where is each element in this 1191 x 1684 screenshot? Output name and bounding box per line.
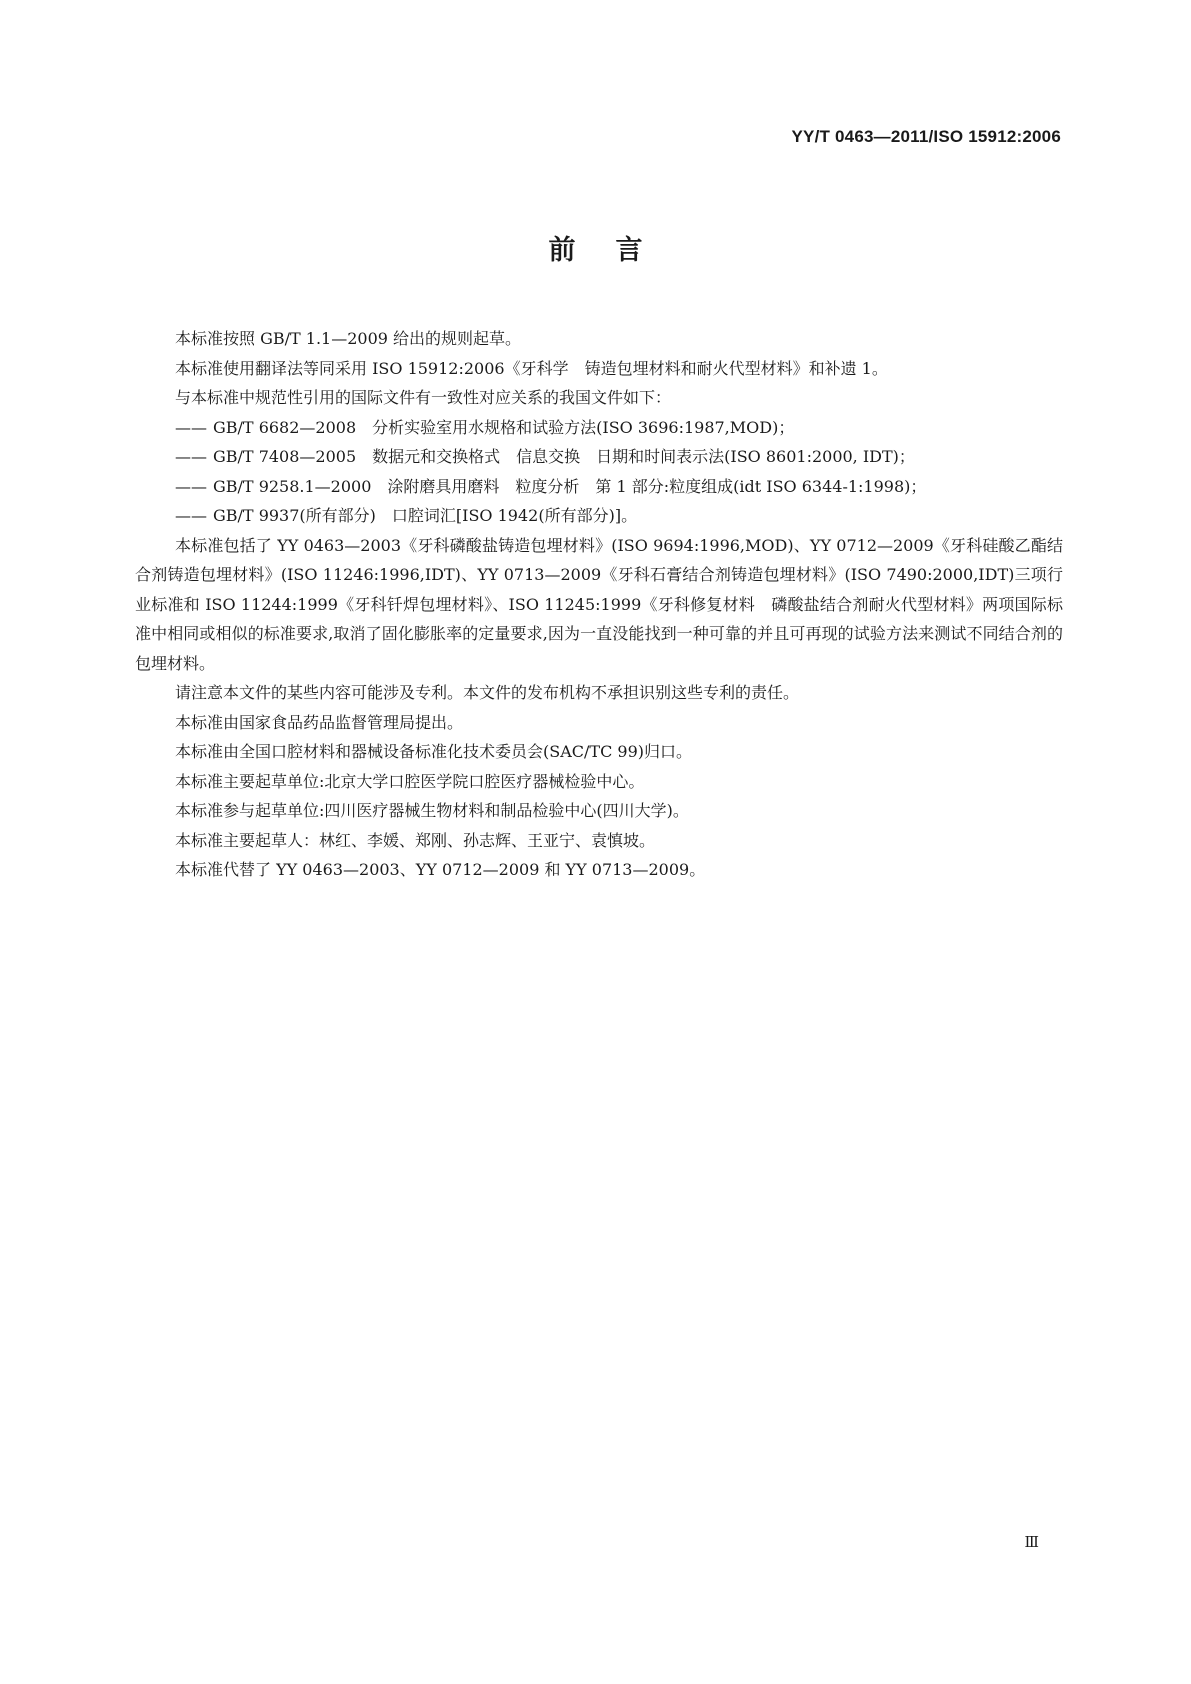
reference-text: GB/T 7408—2005 数据元和交换格式 信息交换 日期和时间表示法(ISO 8601:2000, IDT)； <box>213 447 915 466</box>
paragraph-references-intro: 与本标准中规范性引用的国际文件有一致性对应关系的我国文件如下： <box>175 388 672 407</box>
paragraph-committee: 本标准由全国口腔材料和器械设备标准化技术委员会(SAC/TC 99)归口。 <box>175 742 692 761</box>
paragraph-proposer: 本标准由国家食品药品监督管理局提出。 <box>175 712 464 732</box>
paragraph-drafting-rules: 本标准按照 GB/T 1.1—2009 给出的规则起草。 <box>175 329 522 348</box>
reference-text: GB/T 9937(所有部分) 口腔词汇[ISO 1942(所有部分)]。 <box>213 506 638 525</box>
reference-text: GB/T 9258.1—2000 涂附磨具用磨料 粒度分析 第 1 部分:粒度组成(idt ISO 6344-1:1998)； <box>213 476 927 496</box>
paragraph-scope-merge: 本标准包括了 YY 0463—2003《牙科磷酸盐铸造包埋材料》(ISO 9694:1996,MOD)、YY 0712—2009《牙科硅酸乙酯结合剂铸造包埋材料》(ISO 11246:1996,IDT)、YY 0713—2009《牙科石膏结合剂铸造包埋材料》(ISO 7490:2000,IDT)三项行业标准和 ISO 11244:1999《牙科钎焊包埋材料》、ISO 11245:1999《牙科修复材料 磷酸盐结合剂耐火代型材料》两项国际标准中相同或相似的标准要求,取消了固化膨胀率的定量要求,因为一直没能找到一种可靠的并且可再现的试验方法来测试不同结合剂的包埋材料。 <box>135 535 1063 673</box>
dash-marker: —— <box>175 476 207 496</box>
reference-item <box>135 413 1063 443</box>
paragraph-main-drafter-org: 本标准主要起草单位:北京大学口腔医学院口腔医疗器械检验中心。 <box>175 771 645 791</box>
paragraph-adoption: 本标准使用翻译法等同采用 ISO 15912:2006《牙科学 铸造包埋材料和耐火代型材料》和补遗 1。 <box>175 358 888 378</box>
dash-marker: —— <box>175 447 207 466</box>
dash-marker: —— <box>175 417 207 437</box>
dash-marker: —— <box>175 506 207 525</box>
paragraph-patent-notice: 请注意本文件的某些内容可能涉及专利。本文件的发布机构不承担识别这些专利的责任。 <box>175 683 800 702</box>
paragraph-drafters: 本标准主要起草人：林红、李媛、郑刚、孙志辉、王亚宁、袁慎坡。 <box>175 830 656 850</box>
standard-code-header: YY/T 0463—2011/ISO 15912:2006 <box>791 127 1061 146</box>
reference-item <box>135 501 1063 531</box>
reference-item <box>135 442 1063 472</box>
reference-item <box>135 472 1063 502</box>
foreword-body <box>135 324 1063 885</box>
section-title: 前言 <box>548 235 683 266</box>
paragraph-participating-org: 本标准参与起草单位:四川医疗器械生物材料和制品检验中心(四川大学)。 <box>175 801 689 820</box>
page-number: Ⅲ <box>1024 1533 1039 1551</box>
paragraph-replaces: 本标准代替了 YY 0463—2003、YY 0712—2009 和 YY 0713—2009。 <box>175 860 706 879</box>
reference-text: GB/T 6682—2008 分析实验室用水规格和试验方法(ISO 3696:1987,MOD)； <box>213 417 795 437</box>
